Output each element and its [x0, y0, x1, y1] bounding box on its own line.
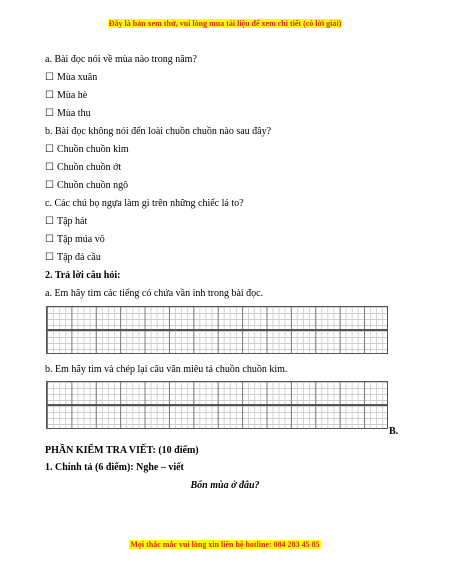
question-a-text: a. Bài đọc nói về mùa nào trong năm?: [45, 54, 197, 65]
question-b-option-2[interactable]: ☐ Chuồn chuồn ớt: [45, 162, 122, 173]
dictation-heading: 1. Chính tả (6 điểm): Nghe – viết: [45, 462, 184, 473]
checkbox-icon[interactable]: ☐: [45, 144, 54, 155]
question-c-option-2[interactable]: ☐ Tập múa võ: [45, 234, 105, 245]
checkbox-icon[interactable]: ☐: [45, 234, 54, 245]
checkbox-icon[interactable]: ☐: [45, 162, 54, 173]
handwriting-grid-a2[interactable]: [46, 330, 388, 354]
checkbox-icon[interactable]: ☐: [45, 90, 54, 101]
question-a-option-2[interactable]: ☐ Mùa hè: [45, 90, 88, 101]
checkbox-icon[interactable]: ☐: [45, 216, 54, 227]
question-b-option-1[interactable]: ☐ Chuồn chuồn kim: [45, 144, 129, 155]
part-b-label: B.: [389, 426, 399, 437]
checkbox-icon[interactable]: ☐: [45, 252, 54, 263]
question-a-option-3[interactable]: ☐ Mùa thu: [45, 108, 91, 119]
handwriting-grid-a1[interactable]: [46, 306, 388, 330]
question-c-option-1[interactable]: ☐ Tập hát: [45, 216, 88, 227]
preview-notice: Đây là bản xem thử, vui lòng mua tài liệu để xem chi tiết (có lời giải): [108, 19, 342, 28]
writing-section-heading: PHẦN KIỂM TRA VIẾT: (10 điểm): [45, 445, 199, 456]
section-2-question-b: b. Em hãy tìm và chép lại câu văn miêu tả chuồn chuồn kim.: [45, 364, 288, 375]
question-b-option-3[interactable]: ☐ Chuồn chuồn ngô: [45, 180, 129, 191]
section-2-question-a: a. Em hãy tìm các tiếng có chứa vần inh trong bài đọc.: [45, 288, 264, 299]
question-a-option-1[interactable]: ☐ Mùa xuân: [45, 72, 98, 83]
checkbox-icon[interactable]: ☐: [45, 108, 54, 119]
question-c-option-3[interactable]: ☐ Tập đá cầu: [45, 252, 101, 263]
checkbox-icon[interactable]: ☐: [45, 180, 54, 191]
question-b-text: b. Bài đọc không nói đến loài chuồn chuồn nào sau đây?: [45, 126, 272, 137]
checkbox-icon[interactable]: ☐: [45, 72, 54, 83]
section-2-heading: 2. Trả lời câu hỏi:: [45, 270, 121, 281]
question-c-text: c. Các chú bọ ngựa làm gì trên những chiếc lá to?: [45, 198, 244, 209]
dictation-title: Bốn mùa ở đâu?: [190, 480, 260, 491]
hotline-notice: Mọi thắc mắc vui lòng xin liên hệ hotline: 084 283 45 85: [130, 540, 320, 549]
handwriting-grid-b1[interactable]: [46, 381, 388, 405]
handwriting-grid-b2[interactable]: [46, 405, 388, 429]
